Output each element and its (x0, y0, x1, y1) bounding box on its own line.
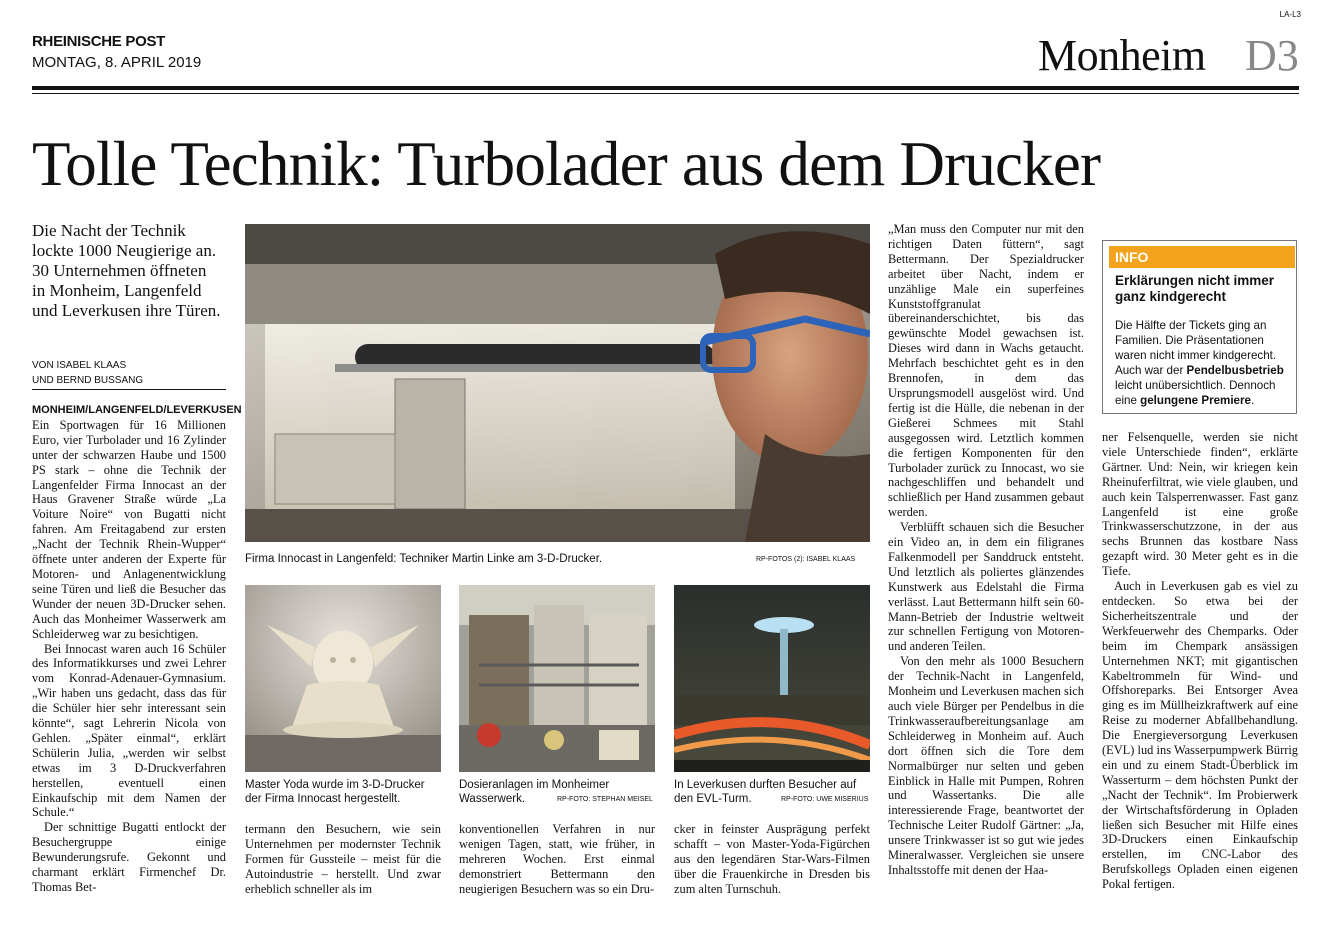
info-text-part: . (1250, 394, 1255, 407)
masthead-rule (32, 86, 1299, 90)
info-label: INFO (1109, 246, 1295, 268)
byline (32, 358, 143, 388)
lead-text: Die Nacht der Technik lockte 1000 Neugierige an. 30 Unternehmen öffneten in Monheim, Langenfeld und Leverkusen ihre Türen. (32, 221, 221, 320)
info-box (1102, 240, 1297, 414)
paragraph (32, 402, 242, 642)
evl-photo-caption: In Leverkusen durften Besucher auf den EVL-Turm. (674, 779, 857, 805)
dosing-plant-image (459, 585, 655, 772)
byline-rule (32, 389, 226, 390)
newspaper-name: RHEINISCHE POST (32, 33, 166, 50)
photo-evl-tower (674, 585, 870, 772)
dosing-photo-credit: RP-FOTO: STEPHAN MEISEL (557, 796, 653, 803)
info-text (1115, 318, 1291, 408)
byline-author-1: VON ISABEL KLAAS (32, 360, 127, 371)
yoda-photo-caption: Master Yoda wurde im 3-D-Drucker der Firma Innocast hergestellt. (245, 779, 425, 805)
main-photo-credit: RP-FOTOS (2): ISABEL KLAAS (756, 556, 856, 563)
article-column-5 (1102, 430, 1298, 892)
info-text-bold: gelungene Premiere (1140, 394, 1251, 407)
paragraph: Der schnittige Bugatti entlockt der Besuchergruppe einige Bewunderungsrufe. Gekonnt und charmant erklärt Firmenchef Dr. Thomas Bet- (32, 820, 226, 894)
article-column-mid-2: konventionellen Verfahren in nur wenigen Tagen, statt, wie früher, in mehreren Wochen. Erst einmal demonstriert Bettermann den neugierigen Besuchern was so ein Dru- (459, 822, 655, 896)
info-text-part: Die Hälfte der Tickets ging an Familien. Die Präsentationen waren nicht immer kindgerecht. Auch war der (1115, 319, 1277, 377)
photo-yoda (245, 585, 441, 772)
evl-photo-credit: RP-FOTO: UWE MISERIUS (781, 796, 869, 803)
info-title: Erklärungen nicht immer ganz kindgerecht (1115, 273, 1275, 304)
masthead-rule-thin (32, 93, 1299, 94)
byline-author-2: UND BERND BUSSANG (32, 375, 144, 386)
paragraph: ner Felsenquelle, werden sie nicht viele Unterschiede finden“, erklärte Gärtner. Und: Nein, wir kriegen kein Rheinuferfiltrat, wie viele glauben, und auch kein Talsperrenwasser. Fast ganz Langenfeld ist eine große Trinkwasserschutzzone, in der aus sechs Brunnen das kostbare Nass gezapft wird. 30 Meter geht es in die Tiefe. (1102, 430, 1298, 579)
dateline: MONHEIM/LANGENFELD/LEVERKUSEN (32, 404, 242, 416)
article-column-mid-1: termann den Besuchern, wie sein Unternehmen per modernster Technik Formen für Gussteile – meist für die Autoindustrie – herstellt. Und zwar erheblich schneller als im (245, 822, 441, 896)
paragraph: „Man muss den Computer nur mit den richtigen Daten füttern“, sagt Bettermann. Der Spezialdrucker arbeitet über Nacht, indem er unzählige Male ein superfeines Kunststoffgranulat übereinanderschichtet, bis das gewünschte Model gewachsen ist. Dieses wird dann in Wachs getaucht. Mehrfach beschichtet geht es in den Brennofen, in dem das Ursprungsmodell ausgelöst wird. Und fertig ist die Hülle, die nebenan in der Gießerei Schmees mit Stahl ausgegossen wird. Letztlich kommen die fertigen Komponenten für den Turbolader zurück zu Innocast, wo sie nachgeschliffen und behandelt und schließlich per Hand zusammen gebaut werden. (888, 222, 1084, 520)
issue-date: MONTAG, 8. APRIL 2019 (32, 54, 202, 71)
section-title: Monheim (1038, 31, 1206, 80)
main-photo-caption: Firma Innocast in Langenfeld: Techniker Martin Linke am 3-D-Drucker. (245, 553, 603, 565)
main-photo-printer (245, 224, 870, 542)
paragraph-text: Ein Sportwagen für 16 Millionen Euro, vier Turbolader und 16 Zylinder unter der schwarzen Haube und 1500 PS stark – ohne die Technik der Langenfelder Firma Innocast an der Haus Gravener Straße würde „La Voiture Noire“ von Bugatti nicht fahren. Am Freitagabend zur ersten „Nacht der Technik Rhein-Wupper“ öffnete unter anderen der Experte für Motoren- und Anlagenentwicklung seine Türen und ließ die Besucher das Wunder der neuen 3D-Drucker sehen. Auch das Monheimer Wasserwerk am Schleiderweg war zu besichtigen. (32, 417, 226, 641)
article-column-1 (32, 402, 242, 895)
info-text-bold: Pendelbusbetrieb (1186, 364, 1284, 377)
printer-technician-image (245, 224, 870, 542)
page-number: D3 (1245, 31, 1299, 80)
article-column-4 (888, 222, 1084, 878)
page-code: LA-L3 (1279, 10, 1301, 19)
paragraph: Auch in Leverkusen gab es viel zu entdecken. So etwa bei der Sicherheitszentrale und der Werkfeuerwehr des Chemparks. Oder beim im Chempark ansässigen Unternehmen NKT; mit gigantischen Kabeltrommeln für Wind- und Offshoreparks. Bei Entsorger Avea ging es im Müllheizkraftwerk auf eine Reise zu moderner Abfallbehandlung. Die Energieversorgung Leverkusen (EVL) lud ins Wasserpumpwerk Bürrig ein und zu einem Stadt-Überblick im Wasserturm – dem höchsten Punkt der „Nacht der Technik“. Im Probierwerk der Wirtschaftsförderung in Opladen ließen sich Besucher mit Hilfe eines 3D-Druckers einen Einkaufschip erstellen, im CNC-Labor des Berufskollegs Opladen einen eigenen Pokal fertigen. (1102, 579, 1298, 892)
yoda-figure-image (245, 585, 441, 772)
article-column-mid-3: cker in feinster Ausprägung perfekt schafft – von Master-Yoda-Figürchen aus den legendären Star-Wars-Filmen über die Frauenkirche in Dresden bis zum alten Turnschuh. (674, 822, 870, 896)
paragraph: Bei Innocast waren auch 16 Schüler des Informatikkurses und zwei Lehrer vom Konrad-Adenauer-Gymnasium. „Wir haben uns gedacht, dass das für die Schüler hier sehr interessant sein könnte“, sagt Lehrerin Nicola von Gehlen. „Später einmal“, erklärt Schülerin Julia, „werden wir selbst etwas im 3 D-Druckverfahren herstellen, eventuell einen Einkaufschip mit dem Namen der Schule.“ (32, 641, 226, 820)
evl-tower-night-image (674, 585, 870, 772)
paragraph: Von den mehr als 1000 Besuchern der Technik-Nacht in Langenfeld, Monheim und Leverkusen machen sich auch viele Bürger per Pendelbus in die Trinkwasseraufbereitungsanlage am Schleiderweg in Monheim auf. Auch dort öffnen sich die Tore dem Normalbürger nur selten und geben Einblick in Halle mit Pumpen, Rohren und Wassertanks. Die alle interessierende Frage, beantwortet der Technische Leiter Rudolf Gärtner: „Ja, unsere Trinkwasser ist so gut wie jedes Mineralwasser. Vergleichen sie unsere Inhaltsstoffe mit denen der Haa- (888, 654, 1084, 877)
paragraph: Verblüfft schauen sich die Besucher ein Video an, in dem ein filigranes Falkenmodell per Sanddruck entsteht. Und letztlich als poliertes glänzendes Kunstwerk aus Edelstahl die Firma verlässt. Laut Bettermann hilft sein 60-Mann-Betrieb der Industrie weltweit zur schnellen Fertigung von Motoren- und anderen Teilen. (888, 520, 1084, 654)
info-text-part: leicht unübersichtlich. Dennoch eine (1115, 379, 1276, 407)
dosing-photo-caption: Dosieranlagen im Monheimer Wasserwerk. (459, 779, 610, 805)
photo-dosing-plant (459, 585, 655, 772)
headline: Tolle Technik: Turbolader aus dem Drucker (32, 129, 1101, 199)
